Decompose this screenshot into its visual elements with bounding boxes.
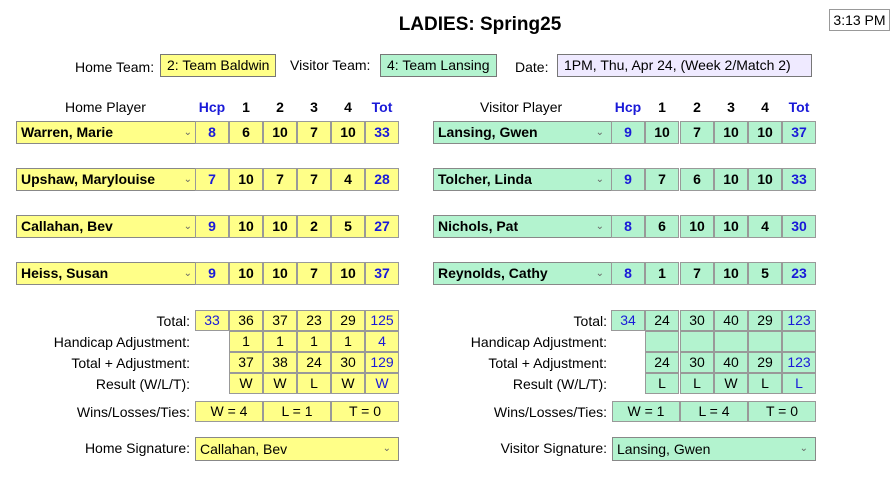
visitor-player-game-1[interactable]: 6 (645, 215, 679, 238)
visitor-result-game-1: L (645, 373, 679, 394)
home-player-game-2[interactable]: 10 (263, 215, 297, 238)
home-player-game-2[interactable]: 10 (263, 121, 297, 144)
home-player-game-3[interactable]: 7 (297, 121, 331, 144)
visitor-signature-label: Visitor Signature: (500, 440, 607, 456)
page-title: LADIES: Spring25 (398, 14, 562, 35)
visitor-player-game-2[interactable]: 7 (680, 262, 714, 285)
home-handicap-adjustment-game-1: 1 (229, 331, 263, 352)
home-result-label: Result (W/L/T): (95, 376, 190, 392)
home-signature-label: Home Signature: (84, 440, 190, 456)
home-player-game-4[interactable]: 4 (331, 168, 365, 191)
home-handicap-adjustment-game-3: 1 (297, 331, 331, 352)
visitor-total-plus-adjustment-tot: 123 (782, 352, 816, 373)
visitor-player-game-4[interactable]: 5 (748, 262, 782, 285)
visitor-total-hcp: 34 (611, 310, 645, 331)
visitor-player-game-2[interactable]: 6 (680, 168, 714, 191)
home-wlt-label: Wins/Losses/Ties: (76, 404, 190, 420)
home-result-game-2: W (263, 373, 297, 394)
visitor-total-plus-adjustment-game-3: 40 (714, 352, 748, 373)
home-player-tot: 37 (365, 262, 399, 285)
home-game-1-header: 1 (242, 99, 250, 115)
home-player-tot: 33 (365, 121, 399, 144)
visitor-total-plus-adjustment-game-4: 29 (748, 352, 782, 373)
visitor-hcp-header: Hcp (614, 99, 642, 115)
visitor-player-game-4[interactable]: 4 (748, 215, 782, 238)
visitor-total-tot: 123 (782, 310, 816, 331)
visitor-signature-select[interactable] (612, 437, 816, 461)
home-player-name: Callahan, Bev (21, 218, 113, 234)
visitor-result-label: Result (W/L/T): (512, 376, 607, 392)
visitor-result-game-2: L (680, 373, 714, 394)
date-field[interactable]: 1PM, Thu, Apr 24, (Week 2/Match 2) (557, 54, 812, 77)
visitor-result-tot: L (782, 373, 816, 394)
home-handicap-adjustment-tot: 4 (365, 331, 399, 352)
visitor-handicap-adjustment-label: Handicap Adjustment: (470, 334, 607, 350)
home-total-plus-adjustment-game-4: 30 (331, 352, 365, 373)
visitor-player-game-1[interactable]: 10 (645, 121, 679, 144)
visitor-player-game-2[interactable]: 7 (680, 121, 714, 144)
home-total-game-3: 23 (297, 310, 331, 331)
home-player-game-4[interactable]: 10 (331, 262, 365, 285)
visitor-player-name: Tolcher, Linda (438, 171, 532, 187)
visitor-signature-name: Lansing, Gwen (617, 441, 711, 457)
home-game-3-header: 3 (310, 99, 318, 115)
visitor-player-hcp: 9 (611, 168, 645, 191)
home-player-game-4[interactable]: 10 (331, 121, 365, 144)
home-player-select[interactable] (16, 168, 200, 191)
visitor-player-select[interactable] (433, 168, 612, 191)
home-player-game-1[interactable]: 10 (229, 262, 263, 285)
home-total-tot: 125 (365, 310, 399, 331)
visitor-total-plus-adjustment-label: Total + Adjustment: (488, 355, 607, 371)
visitor-wlt-wins: W = 1 (612, 401, 680, 422)
home-hcp-header: Hcp (198, 99, 226, 115)
visitor-team-label: Visitor Team: (290, 57, 371, 73)
home-game-2-header: 2 (276, 99, 284, 115)
visitor-wlt-ties: T = 0 (748, 401, 816, 422)
visitor-player-tot: 33 (782, 168, 816, 191)
home-player-select[interactable] (16, 215, 200, 238)
visitor-player-game-3[interactable]: 10 (714, 262, 748, 285)
chevron-down-icon[interactable]: ⌄ (183, 127, 192, 138)
chevron-down-icon[interactable]: ⌄ (183, 174, 192, 185)
visitor-total-label: Total: (573, 313, 607, 329)
home-player-hcp: 8 (195, 121, 229, 144)
home-total-plus-adjustment-tot: 129 (365, 352, 399, 373)
visitor-total-game-1: 24 (645, 310, 679, 331)
home-player-game-1[interactable]: 10 (229, 168, 263, 191)
visitor-handicap-adjustment-game-3 (714, 331, 748, 352)
chevron-down-icon[interactable]: ⌄ (183, 221, 192, 232)
home-player-game-3[interactable]: 7 (297, 168, 331, 191)
visitor-result-game-3: W (714, 373, 748, 394)
visitor-player-game-2[interactable]: 10 (680, 215, 714, 238)
chevron-down-icon[interactable]: ⌄ (595, 268, 604, 279)
visitor-player-hcp: 8 (611, 215, 645, 238)
visitor-wlt-label: Wins/Losses/Ties: (493, 404, 607, 420)
home-player-game-3[interactable]: 2 (297, 215, 331, 238)
visitor-game-1-header: 1 (658, 99, 666, 115)
visitor-player-hcp: 8 (611, 262, 645, 285)
visitor-total-plus-adjustment-game-1: 24 (645, 352, 679, 373)
home-total-game-4: 29 (331, 310, 365, 331)
home-player-game-1[interactable]: 6 (229, 121, 263, 144)
visitor-player-header: Visitor Player (480, 99, 563, 115)
home-player-game-2[interactable]: 7 (263, 168, 297, 191)
visitor-game-2-header: 2 (693, 99, 701, 115)
visitor-player-game-4[interactable]: 10 (748, 168, 782, 191)
home-result-game-3: L (297, 373, 331, 394)
visitor-player-tot: 37 (782, 121, 816, 144)
visitor-total-game-4: 29 (748, 310, 782, 331)
visitor-player-name: Reynolds, Cathy (438, 265, 548, 281)
home-tot-header: Tot (371, 99, 393, 115)
home-player-name: Warren, Marie (21, 124, 114, 140)
home-result-game-1: W (229, 373, 263, 394)
home-player-game-4[interactable]: 5 (331, 215, 365, 238)
home-player-name: Heiss, Susan (21, 265, 109, 281)
home-player-select[interactable] (16, 262, 200, 285)
chevron-down-icon[interactable]: ⌄ (595, 174, 604, 185)
visitor-tot-header: Tot (788, 99, 810, 115)
visitor-player-select[interactable] (433, 121, 612, 144)
home-player-select[interactable] (16, 121, 200, 144)
visitor-game-3-header: 3 (727, 99, 735, 115)
home-handicap-adjustment-label: Handicap Adjustment: (53, 334, 190, 350)
home-player-hcp: 9 (195, 215, 229, 238)
home-player-tot: 27 (365, 215, 399, 238)
home-result-tot: W (365, 373, 399, 394)
visitor-team-field[interactable]: 4: Team Lansing (380, 54, 497, 77)
home-signature-name: Callahan, Bev (200, 441, 288, 457)
home-player-hcp: 7 (195, 168, 229, 191)
home-total-game-1: 36 (229, 310, 263, 331)
visitor-player-game-4[interactable]: 10 (748, 121, 782, 144)
visitor-player-hcp: 9 (611, 121, 645, 144)
home-player-hcp: 9 (195, 262, 229, 285)
visitor-player-game-1[interactable]: 7 (645, 168, 679, 191)
visitor-wlt-losses: L = 4 (680, 401, 748, 422)
home-wlt-losses: L = 1 (263, 401, 331, 422)
home-result-game-4: W (331, 373, 365, 394)
home-wlt-ties: T = 0 (331, 401, 399, 422)
visitor-player-tot: 30 (782, 215, 816, 238)
home-handicap-adjustment-game-2: 1 (263, 331, 297, 352)
home-signature-select[interactable] (195, 437, 399, 461)
visitor-player-game-3[interactable]: 10 (714, 215, 748, 238)
home-total-hcp: 33 (195, 310, 229, 331)
visitor-handicap-adjustment-tot (782, 331, 816, 352)
visitor-player-select[interactable] (433, 215, 612, 238)
home-player-game-2[interactable]: 10 (263, 262, 297, 285)
visitor-player-game-1[interactable]: 1 (645, 262, 679, 285)
visitor-total-game-2: 30 (680, 310, 714, 331)
home-total-plus-adjustment-game-1: 37 (229, 352, 263, 373)
home-player-tot: 28 (365, 168, 399, 191)
visitor-player-tot: 23 (782, 262, 816, 285)
visitor-game-4-header: 4 (761, 99, 769, 115)
home-wlt-wins: W = 4 (195, 401, 263, 422)
visitor-total-game-3: 40 (714, 310, 748, 331)
chevron-down-icon[interactable]: ⌄ (595, 127, 604, 138)
visitor-handicap-adjustment-game-1 (645, 331, 679, 352)
home-total-plus-adjustment-label: Total + Adjustment: (71, 355, 190, 371)
visitor-player-name: Lansing, Gwen (438, 124, 538, 140)
home-player-game-3[interactable]: 7 (297, 262, 331, 285)
home-player-game-1[interactable]: 10 (229, 215, 263, 238)
visitor-player-name: Nichols, Pat (438, 218, 519, 234)
chevron-down-icon[interactable]: ⌄ (799, 443, 808, 454)
home-handicap-adjustment-game-4: 1 (331, 331, 365, 352)
chevron-down-icon[interactable]: ⌄ (183, 268, 192, 279)
visitor-result-game-4: L (748, 373, 782, 394)
visitor-player-game-3[interactable]: 10 (714, 121, 748, 144)
chevron-down-icon[interactable]: ⌄ (382, 443, 391, 454)
visitor-total-plus-adjustment-game-2: 30 (680, 352, 714, 373)
visitor-handicap-adjustment-game-2 (680, 331, 714, 352)
home-team-label: Home Team: (75, 59, 155, 75)
visitor-player-select[interactable] (433, 262, 612, 285)
chevron-down-icon[interactable]: ⌄ (595, 221, 604, 232)
home-total-label: Total: (156, 313, 190, 329)
home-player-header: Home Player (65, 99, 146, 115)
visitor-player-game-3[interactable]: 10 (714, 168, 748, 191)
home-team-field[interactable]: 2: Team Baldwin (160, 54, 276, 77)
home-player-name: Upshaw, Marylouise (21, 171, 156, 187)
home-total-plus-adjustment-game-2: 38 (263, 352, 297, 373)
home-total-game-2: 37 (263, 310, 297, 331)
date-label: Date: (515, 59, 549, 75)
home-total-plus-adjustment-game-3: 24 (297, 352, 331, 373)
visitor-handicap-adjustment-game-4 (748, 331, 782, 352)
clock: 3:13 PM (829, 9, 890, 31)
home-game-4-header: 4 (344, 99, 352, 115)
